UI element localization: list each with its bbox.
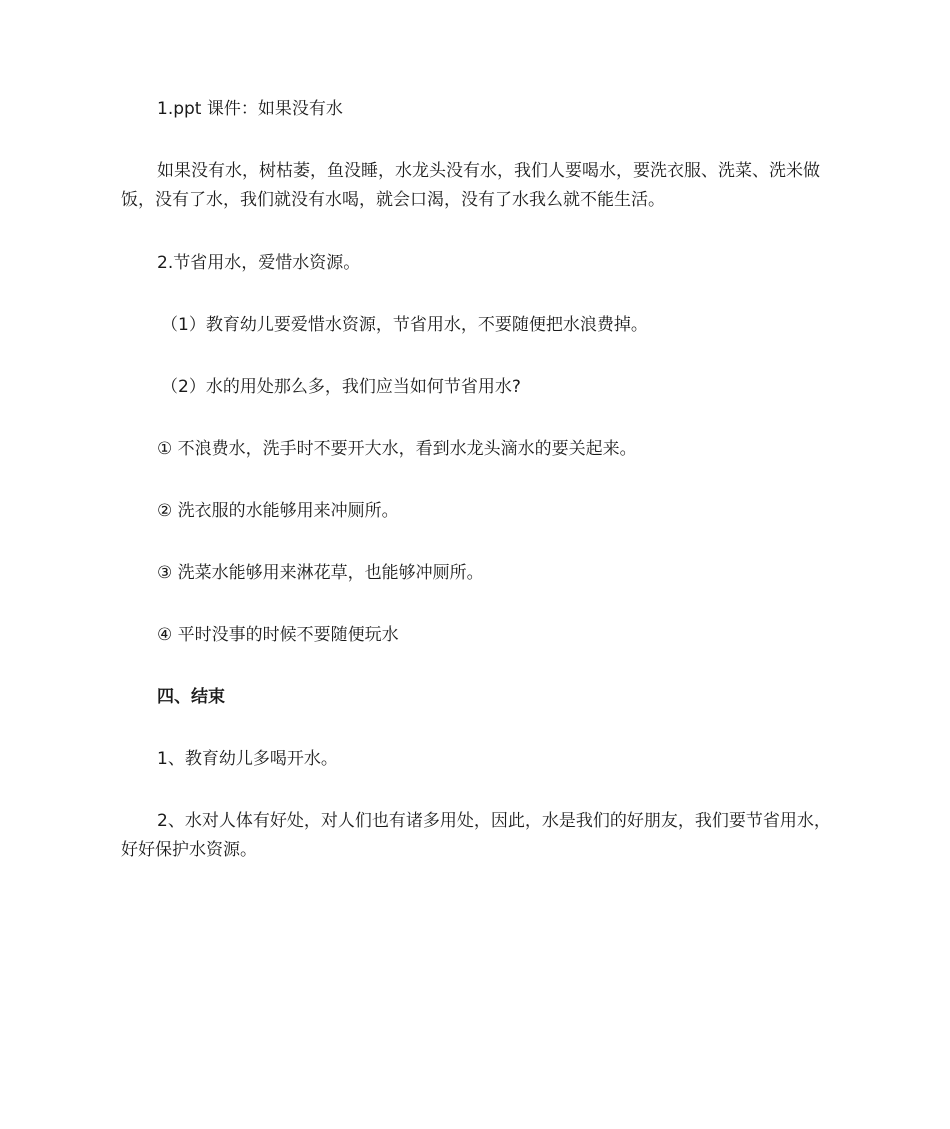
paragraph-end-1: 1、教育幼儿多喝开水。 bbox=[157, 749, 338, 769]
section-heading-end: 四、结束 bbox=[157, 687, 225, 707]
paragraph-tip-2: ② 洗衣服的水能够用来冲厕所。 bbox=[157, 501, 399, 521]
paragraph-no-water: 如果没有水，树枯萎，鱼没睡，水龙头没有水，我们人要喝水，要洗衣服、洗菜、洗米做饭，没有了水，我们就没有水喝，就会口渴，没有了水我么就不能生活。 bbox=[121, 161, 820, 210]
paragraph-tip-3: ③ 洗菜水能够用来淋花草，也能够冲厕所。 bbox=[157, 563, 484, 583]
paragraph-tip-1: ① 不浪费水，洗手时不要开大水，看到水龙头滴水的要关起来。 bbox=[157, 439, 637, 459]
paragraph-ppt-title: 1.ppt 课件：如果没有水 bbox=[157, 99, 343, 119]
paragraph-item-1: （1）教育幼儿要爱惜水资源，节省用水，不要随便把水浪费掉。 bbox=[161, 315, 648, 335]
paragraph-tip-4: ④ 平时没事的时候不要随便玩水 bbox=[157, 625, 399, 645]
paragraph-save-water-heading: 2.节省用水，爱惜水资源。 bbox=[157, 253, 361, 273]
paragraph-end-2: 2、水对人体有好处，对人们也有诸多用处，因此，水是我们的好朋友，我们要节省用水，好好保护水资源。 bbox=[121, 811, 831, 860]
paragraph-item-2: （2）水的用处那么多，我们应当如何节省用水? bbox=[161, 377, 521, 397]
